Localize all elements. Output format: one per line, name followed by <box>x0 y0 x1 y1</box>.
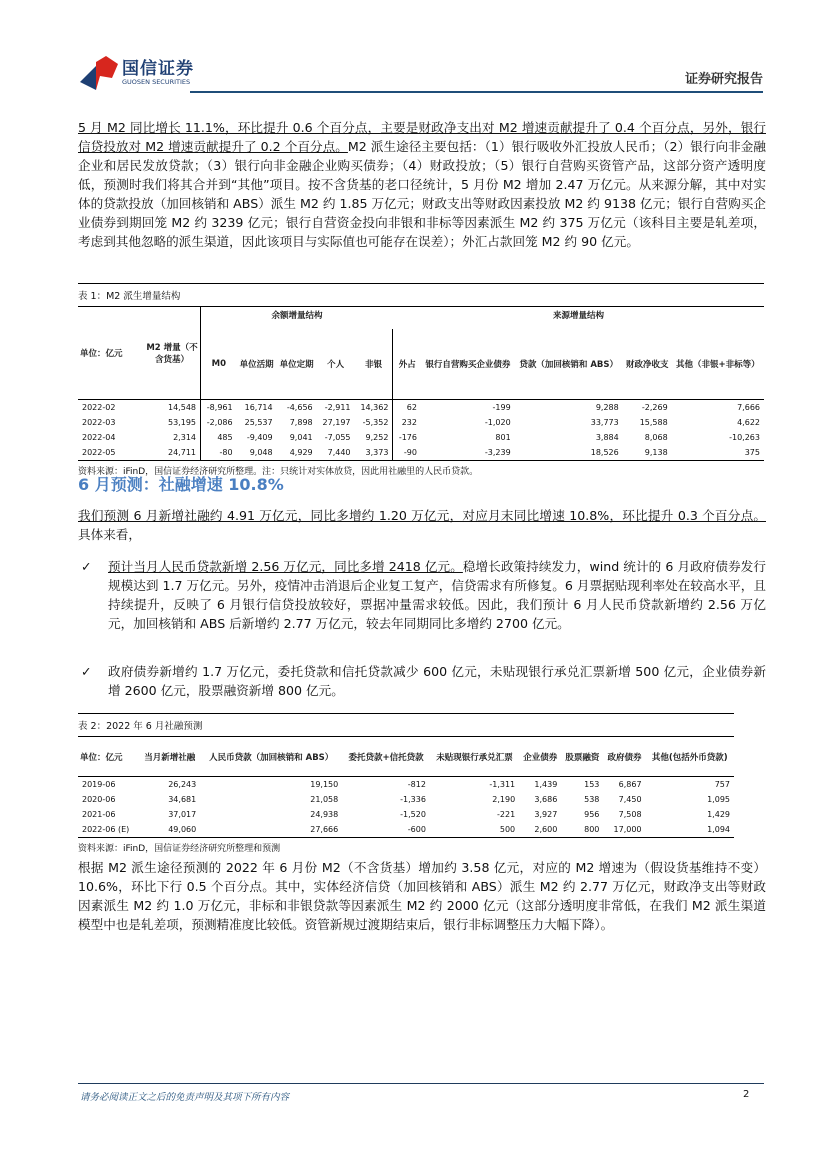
table-row <box>78 445 764 461</box>
bullet-highlight: 预计当月人民币贷款新增 2.56 万亿元，同比多增 2418 亿元。 <box>108 559 463 574</box>
table-cell: -80 <box>219 447 233 457</box>
table-cell: 25,537 <box>244 417 273 427</box>
table-cell: 800 <box>584 825 600 834</box>
table-row <box>78 415 764 430</box>
col-header: 单位活期 <box>239 359 274 370</box>
table-cell: 33,773 <box>590 417 619 427</box>
table-cell: -4,656 <box>286 402 313 412</box>
footer-divider <box>78 1083 764 1084</box>
check-icon: ✓ <box>81 559 92 574</box>
col-header: 单位定期 <box>279 359 314 370</box>
table-cell: 26,243 <box>168 780 197 789</box>
table-cell: 8,068 <box>644 432 668 442</box>
bullet-text: 稳增长政策持续发力，wind 统计的 6 月政府债券发行规模达到 1.7 万亿元。另外，疫情冲击消退后企业复工复产，信贷需求有所修复。6 月票据贴现利率处在较高水平，且持续提升，反映了 6 月银行信贷投放较好，票据冲量需求较低。因此，我们预计 6 月人民币贷款新增约 2.56 万亿元，加回核销和 ABS 后新增约 2.77 万亿元，较去年同期同比多增约 2700 亿元。 <box>108 559 766 631</box>
logo <box>78 52 198 94</box>
table-cell: -8,961 <box>206 402 233 412</box>
table-cell: 14,548 <box>144 399 201 415</box>
table-cell: 1,429 <box>707 810 730 819</box>
table-cell: 53,195 <box>144 415 201 430</box>
table-row <box>78 792 734 807</box>
table-row <box>78 399 764 415</box>
table-cell: 485 <box>217 432 233 442</box>
table-cell: -7,055 <box>324 432 351 442</box>
table-cell: -1,336 <box>400 795 426 804</box>
report-type: 证券研究报告 <box>684 72 763 87</box>
table-cell: 1,439 <box>534 780 558 789</box>
table-tsf-forecast <box>78 713 734 854</box>
table-title: 表 2：2022 年 6 月社融预测 <box>78 713 734 736</box>
paragraph-text: M2 派生途径主要包括：（1）银行吸收外汇投放人民币；（2）银行向非金融企业和居民发放贷款；（3）银行向非金融企业购买债券；（4）财政投放；（5）银行自营购买资管产品，这部分资产透明度低，预测时我们将其合并到“其他”项目。按不含货基的老口径统计，5 月份 M2 增加 2.47 万亿元。从来源分解，其中对实体的贷款投放（加回核销和 ABS）派生 M2 约 1.85 万亿元；财政支出等财政因素投放 M2 约 9138 亿元；银行自营购买企业债券到期回笼 M2 约 3239 亿元；银行自营资金投向非银和非标等因素派生 M2 约 375 万亿元（该科目主要是轧差项，考虑到其他忽略的派生渠道，因此该项目与实际值也可能存在误差）；外汇占款回笼 M2 约 90 亿元。 <box>78 139 767 249</box>
bullet-text: 政府债券新增约 1.7 万亿元，委托贷款和信托贷款减少 600 亿元，未贴现银行承兑汇票新增 500 亿元，企业债券新增 2600 亿元，股票融资新增 800 亿元。 <box>108 664 766 698</box>
col-header: M0 <box>211 358 226 369</box>
table-cell: -2,911 <box>324 402 351 412</box>
table-cell: 375 <box>744 447 760 457</box>
table-cell: 153 <box>584 780 600 789</box>
col-header: 其他(包括外币贷款) <box>651 752 728 763</box>
table-cell: -10,263 <box>729 432 760 442</box>
table-cell: 757 <box>714 780 730 789</box>
table-cell: 7,450 <box>618 795 642 804</box>
table-cell: 7,898 <box>289 417 313 427</box>
table-row <box>78 807 734 822</box>
col-header: 其他（非银+非标等） <box>676 359 760 370</box>
logo-mark-icon <box>78 52 120 94</box>
table-cell: 3,373 <box>365 447 389 457</box>
table-cell: 2,314 <box>144 430 201 445</box>
table-cell: 9,252 <box>365 432 389 442</box>
table-cell: 2019-06 <box>82 780 116 789</box>
table-cell: 2022-04 <box>82 432 116 442</box>
brand-name-en: GUOSEN SECURITIES <box>122 78 191 86</box>
table-cell: 14,362 <box>360 402 389 412</box>
table-cell: 21,058 <box>310 795 339 804</box>
table-cell: -812 <box>407 780 426 789</box>
table-cell: 16,714 <box>244 402 273 412</box>
col-header: 个人 <box>327 359 345 370</box>
bullet-item <box>78 557 766 633</box>
table-cell: 27,197 <box>322 417 351 427</box>
col-header: 当月新增社融 <box>144 752 196 763</box>
footer-disclaimer: 请务必阅读正文之后的免责声明及其项下所有内容 <box>80 1092 290 1103</box>
table-cell: 9,048 <box>249 447 273 457</box>
col-header: 单位：亿元 <box>78 307 144 400</box>
table-cell: 500 <box>499 825 516 834</box>
table-cell: 3,927 <box>534 810 558 819</box>
col-header: 外占 <box>393 329 421 399</box>
table-cell: 4,622 <box>737 417 760 427</box>
table-row <box>78 777 734 793</box>
table-cell: 7,508 <box>618 810 642 819</box>
section-heading: 6 月预测：社融增速 10.8% <box>78 475 284 494</box>
table-row <box>78 430 764 445</box>
table-cell: 18,526 <box>590 447 619 457</box>
paragraph-m2-forecast: 根据 M2 派生途径预测的 2022 年 6 月份 M2（不含货基）增加约 3.58 亿元，对应的 M2 增速为（假设货基维持不变）10.6%，环比下行 0.5 个百分点。其中，实体经济信贷（加回核销和 ABS）派生 M2 约 2.77 万亿元，财政净支出等财政因素派生 M2 约 1.0 万亿元，非标和非银贷款等因素派生 M2 约 2000 亿元（这部分透明度非常低，在我们 M2 派生渠道模型中也是轧差项，预测精准度比较低。资管新规过渡期结束后，银行非标调整压力大幅下降）。 <box>78 860 766 932</box>
table-cell: 4,929 <box>289 447 313 457</box>
table-cell: 2,600 <box>534 825 558 834</box>
col-header: 股票融资 <box>565 752 600 763</box>
table-cell: -1,311 <box>489 780 516 789</box>
header-divider <box>190 91 763 93</box>
table-cell: 7,440 <box>327 447 351 457</box>
col-header: 单位：亿元 <box>80 752 123 763</box>
brand-name: 国信证券 <box>122 59 194 79</box>
table-cell: -176 <box>393 430 421 445</box>
table-cell: -2,086 <box>206 417 233 427</box>
table-cell: 34,681 <box>168 795 197 804</box>
table-cell: 6,867 <box>618 780 642 789</box>
table-cell: -9,409 <box>246 432 273 442</box>
table-cell: -221 <box>497 810 516 819</box>
table-cell: -600 <box>407 825 426 834</box>
col-header: 委托贷款+信托贷款 <box>348 752 424 763</box>
table-cell: 19,150 <box>310 780 339 789</box>
table-cell: 2021-06 <box>82 810 116 819</box>
col-header: M2 增量（不含货基） <box>144 307 201 400</box>
col-header: 企业债券 <box>523 752 558 763</box>
table-cell: -3,239 <box>484 447 511 457</box>
col-header: 未贴现银行承兑汇票 <box>436 752 513 763</box>
table-cell: 1,095 <box>707 795 730 804</box>
table-cell: 232 <box>393 415 421 430</box>
table-cell: 3,884 <box>595 432 619 442</box>
table-cell: 24,938 <box>310 810 339 819</box>
table-cell: 62 <box>393 399 421 415</box>
table-cell: 24,711 <box>144 445 201 461</box>
page-number: 2 <box>743 1089 750 1100</box>
table-cell: -5,352 <box>362 417 389 427</box>
table-cell: 956 <box>584 810 600 819</box>
col-header: 财政净收支 <box>625 359 669 370</box>
col-header: 贷款（加回核销和 ABS） <box>519 359 619 370</box>
col-header: 政府债券 <box>607 752 642 763</box>
table-cell: 15,588 <box>639 417 668 427</box>
table-cell: -2,269 <box>641 402 668 412</box>
table-cell: -1,520 <box>400 810 426 819</box>
table-source: 资料来源：iFinD，国信证券经济研究所整理。注：只统计对实体放贷，因此用社融里的人民币贷款。 <box>78 466 479 477</box>
table-cell: -90 <box>393 445 421 461</box>
table-row <box>78 822 734 838</box>
table-title: 表 1：M2 派生增量结构 <box>78 283 764 306</box>
table-cell: -1,020 <box>484 417 511 427</box>
col-header: 人民币贷款（加回核销和 ABS） <box>209 752 334 763</box>
table-m2-structure <box>78 283 764 477</box>
table-cell: 1,094 <box>707 825 730 834</box>
col-header: 非银 <box>364 359 382 370</box>
table-cell: -199 <box>492 402 511 412</box>
table-cell: 27,666 <box>310 825 339 834</box>
paragraph-highlight: 5 月 M2 同比增长 11.1%，环比提升 0.6 个百分点，主要是财政净支出对 M2 增速贡献提升了 0.4 个百分点，另外，银行信贷投放对 M2 增速贡献提升了 0.2 个百分点。 <box>78 120 766 154</box>
group-header: 余额增量结构 <box>271 311 323 321</box>
table-cell: 37,017 <box>168 810 197 819</box>
table-cell: 2022-03 <box>82 417 116 427</box>
table-cell: 538 <box>584 795 600 804</box>
table-cell: 49,060 <box>168 825 197 834</box>
table-source: 资料来源：iFinD，国信证券经济研究所整理和预测 <box>78 844 281 854</box>
table-cell: 2022-02 <box>82 402 116 412</box>
table-cell: 7,666 <box>737 402 760 412</box>
paragraph-text: 具体来看， <box>78 527 141 542</box>
check-icon: ✓ <box>81 664 92 679</box>
table-cell: 2022-06 (E) <box>82 825 130 834</box>
group-header: 来源增量结构 <box>552 311 604 321</box>
table-cell: 9,041 <box>289 432 313 442</box>
table-cell: 2022-05 <box>82 447 116 457</box>
table-cell: 801 <box>495 432 511 442</box>
table-cell: 2,190 <box>492 795 516 804</box>
table-cell: 17,000 <box>613 825 642 834</box>
paragraph-m2-may <box>78 118 766 251</box>
col-header: 银行自营购买企业债券 <box>425 359 511 370</box>
table-cell: 3,686 <box>534 795 558 804</box>
paragraph-highlight: 我们预测 6 月新增社融约 4.91 万亿元，同比多增约 1.20 万亿元，对应月末同比增速 10.8%，环比提升 0.3 个百分点。 <box>78 508 766 523</box>
table-cell: 2020-06 <box>82 795 116 804</box>
bullet-item <box>78 662 766 700</box>
paragraph-forecast <box>78 506 766 544</box>
table-cell: 9,138 <box>644 447 668 457</box>
table-cell: 9,288 <box>595 402 619 412</box>
